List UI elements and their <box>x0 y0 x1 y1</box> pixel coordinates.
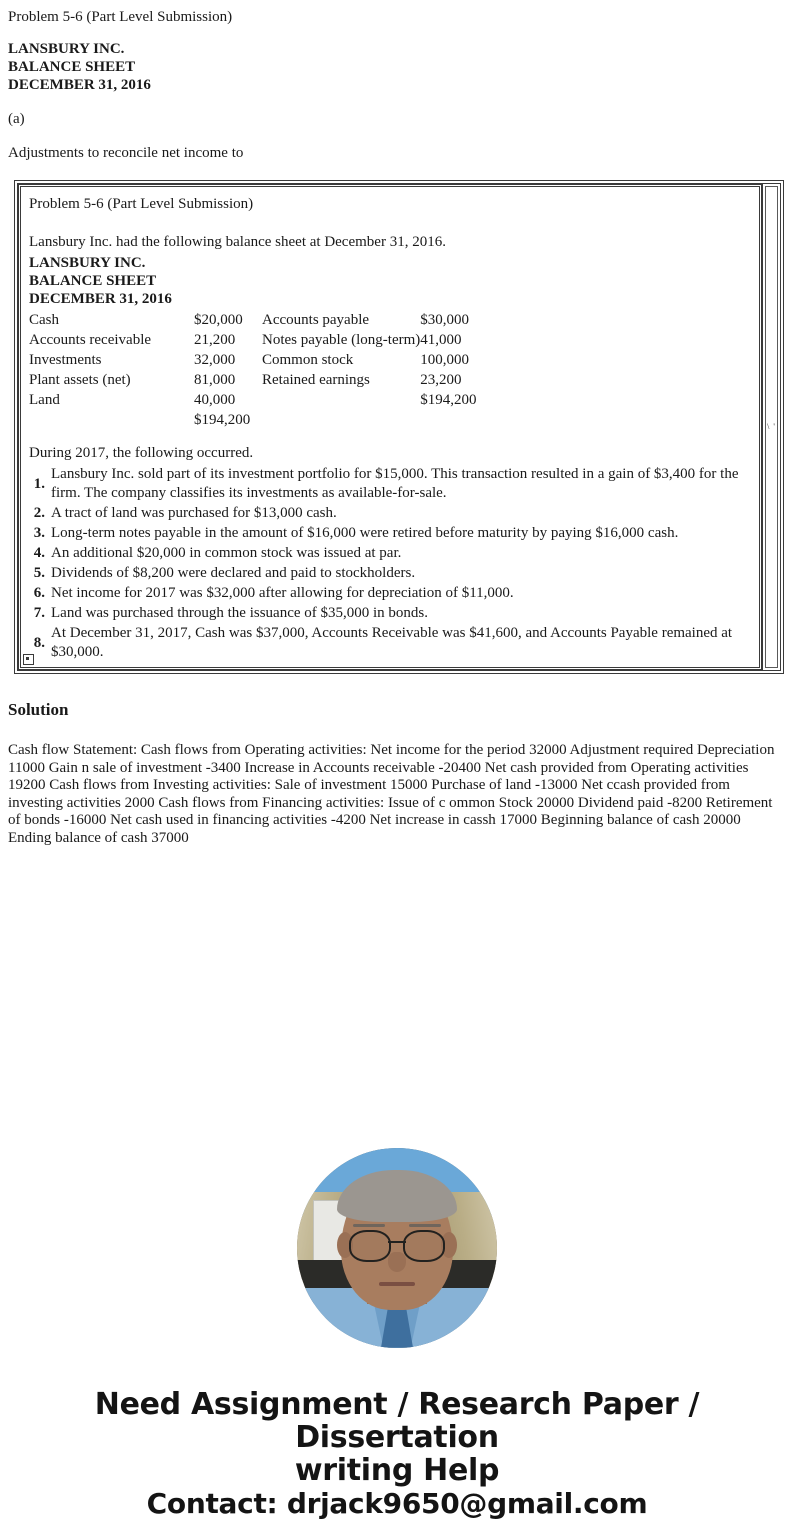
intro-company-name: LANSBURY INC. <box>8 41 125 57</box>
intro-section <box>8 8 786 162</box>
events-list <box>29 465 753 662</box>
box-lead-text: Lansbury Inc. had the following balance sheet at December 31, 2016. <box>29 234 446 250</box>
list-item-text: At December 31, 2017, Cash was $37,000, Accounts Receivable was $41,600, and Accounts Payable remained at $30,000. <box>51 625 733 660</box>
balance-sheet-table <box>29 310 540 430</box>
liability-amount: 23,200 <box>420 372 462 388</box>
intro-problem-title: Problem 5-6 (Part Level Submission) <box>8 9 233 25</box>
intro-part-label: (a) <box>8 111 25 127</box>
solution-body-text: Cash flow Statement: Cash flows from Operating activities: Net income for the period 32000 Adjustment required Depreciation 11000 Gain n sale of investment -3400 Increase in Accounts receivable -20400 Net cash provided from Operating activities 19200 Cash flows from Investing activities: Sale of investment 15000 Purchase of land -13000 Net ccash provided from investing activities 2000 Cash flows from Financing activities: Issue of c ommon Stock 20000 Dividend paid -8200 Retirement of bonds -16000 Net cash used in financing activities -4200 Net increase in cassh 17000 Beginning balance of cash 20000 Ending balance of cash 37000 <box>8 742 775 846</box>
intro-statement-date: DECEMBER 31, 2016 <box>8 77 151 93</box>
problem-frame-middle <box>17 183 781 671</box>
scrollbar-thumb[interactable]: \ ' <box>767 422 776 431</box>
avatar-eyebrow-left <box>353 1224 385 1227</box>
list-item-number: 2. <box>33 505 45 521</box>
asset-amount: 81,000 <box>194 372 236 388</box>
list-item-text: A tract of land was purchased for $13,000 cash. <box>51 505 337 521</box>
list-item-text: Net income for 2017 was $32,000 after allowing for depreciation of $11,000. <box>51 585 514 601</box>
list-item-text: Dividends of $8,200 were declared and paid to stockholders. <box>51 565 416 581</box>
asset-total: $194,200 <box>194 412 251 428</box>
table-row <box>29 310 540 330</box>
avatar-eyeglass-right <box>403 1230 445 1262</box>
liability-label: Retained earnings <box>262 372 370 388</box>
list-item-number: 8. <box>33 634 45 651</box>
vertical-scrollbar[interactable] <box>762 184 780 670</box>
list-item-text: Land was purchased through the issuance of $35,000 in bonds. <box>51 605 429 621</box>
list-item <box>29 584 753 603</box>
during-year-label: During 2017, the following occurred. <box>29 445 254 461</box>
liability-label: Accounts payable <box>262 312 370 328</box>
liability-amount: $194,200 <box>420 392 477 408</box>
liability-amount: 41,000 <box>420 332 462 348</box>
liability-label <box>262 390 420 410</box>
table-row <box>29 410 540 430</box>
asset-label <box>29 410 194 430</box>
list-item-text: Long-term notes payable in the amount of $16,000 were retired before maturity by paying $16,000 cash. <box>51 525 679 541</box>
list-item-number: 3. <box>33 525 45 541</box>
problem-frame-inner <box>18 184 762 670</box>
box-company-name: LANSBURY INC. <box>29 255 146 271</box>
list-item-number: 4. <box>33 545 45 561</box>
intro-statement-name: BALANCE SHEET <box>8 59 136 75</box>
asset-amount: 32,000 <box>194 352 236 368</box>
list-item-text: An additional $20,000 in common stock was issued at par. <box>51 545 402 561</box>
asset-label: Accounts receivable <box>29 332 152 348</box>
table-row <box>29 370 540 390</box>
list-item <box>29 504 753 523</box>
asset-amount: 40,000 <box>194 392 236 408</box>
avatar-nose <box>388 1252 406 1272</box>
avatar-eyeglass-left <box>349 1230 391 1262</box>
asset-label: Cash <box>29 312 59 328</box>
intro-adjustments-line: Adjustments to reconcile net income to <box>8 145 244 161</box>
avatar-eyebrow-right <box>409 1224 441 1227</box>
solution-heading: Solution <box>8 700 69 719</box>
liability-label <box>262 410 420 430</box>
scrollbar-track[interactable] <box>765 186 778 668</box>
liability-amount: $30,000 <box>420 312 470 328</box>
liability-amount: 100,000 <box>420 352 470 368</box>
avatar-container <box>8 1148 786 1348</box>
avatar <box>297 1148 497 1348</box>
footer-contact-email: Contact: drjack9650@gmail.com <box>146 1486 648 1520</box>
liability-label: Notes payable (long-term) <box>262 332 421 348</box>
table-row <box>29 330 540 350</box>
asset-label: Land <box>29 392 60 408</box>
list-item <box>29 524 753 543</box>
box-statement-date: DECEMBER 31, 2016 <box>29 291 172 307</box>
footer-promo <box>8 1388 786 1520</box>
list-item <box>29 465 753 503</box>
list-item <box>29 604 753 623</box>
asset-label: Plant assets (net) <box>29 372 131 388</box>
avatar-mouth <box>379 1282 415 1286</box>
footer-headline-line1: Need Assignment / Research Paper / Dissertation <box>94 1386 700 1455</box>
list-item-number: 7. <box>33 605 45 621</box>
list-item-number: 6. <box>33 585 45 601</box>
resize-grip-handle[interactable] <box>23 654 34 665</box>
box-statement-name: BALANCE SHEET <box>29 273 157 289</box>
list-item-text: Lansbury Inc. sold part of its investment portfolio for $15,000. This transaction resulted in a gain of $3,400 for the firm. The company classifies its investments as available-for-sale. <box>51 466 739 501</box>
liability-amount <box>420 410 540 430</box>
problem-frame <box>14 180 784 674</box>
intro-heading-block <box>8 40 786 94</box>
list-item <box>29 544 753 563</box>
asset-amount: 21,200 <box>194 332 236 348</box>
list-item <box>29 564 753 583</box>
asset-label: Investments <box>29 352 102 368</box>
box-heading-block <box>29 254 753 308</box>
table-row <box>29 350 540 370</box>
table-row <box>29 390 540 410</box>
avatar-eyeglass-bridge <box>388 1241 406 1244</box>
list-item-number: 5. <box>33 565 45 581</box>
liability-label: Common stock <box>262 352 354 368</box>
asset-amount: $20,000 <box>194 312 243 328</box>
problem-content-area <box>20 186 760 668</box>
box-problem-title: Problem 5-6 (Part Level Submission) <box>29 196 254 212</box>
list-item-number: 1. <box>33 475 45 492</box>
list-item <box>29 624 753 662</box>
footer-headline-line2: writing Help <box>294 1452 500 1488</box>
